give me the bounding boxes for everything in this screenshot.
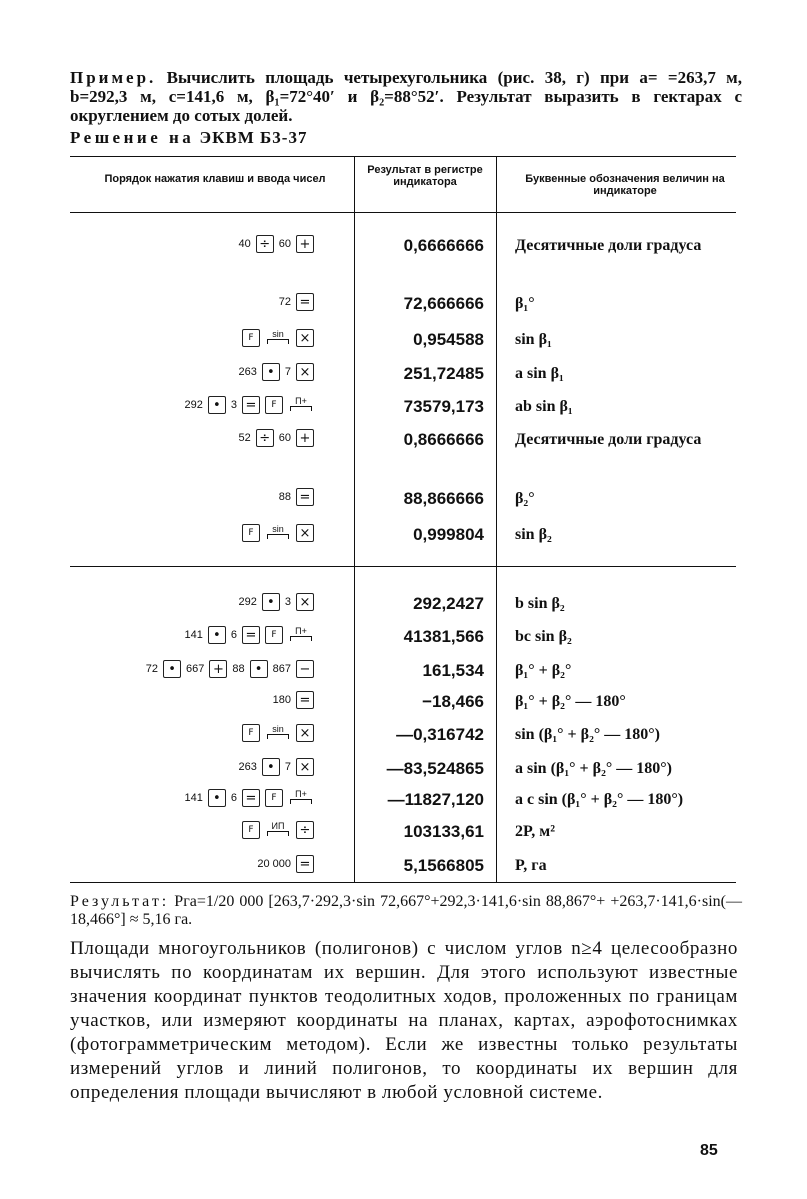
notation: bc sin β₂	[515, 628, 572, 645]
example-statement	[70, 68, 742, 125]
solution-device: ЭКВМ Б3-37	[199, 128, 308, 147]
key-sequence	[146, 657, 314, 681]
key-sequence	[242, 818, 314, 842]
plus-key-icon: +	[296, 235, 314, 253]
page-number: 85	[700, 1142, 718, 1159]
function-key-icon: F	[265, 396, 283, 414]
entered-number: 141	[184, 792, 203, 804]
key-sequence	[239, 232, 315, 256]
entered-number: 3	[230, 399, 237, 411]
header-notation: Буквенные обозначения величин на индикаторе	[525, 173, 725, 197]
notation: P, га	[515, 857, 547, 874]
entered-number: 40	[238, 238, 251, 250]
decimal-point-key-icon: •	[208, 396, 226, 414]
entered-number: 60	[278, 238, 291, 250]
notation: β₂°	[515, 490, 535, 507]
entered-number: 7	[284, 366, 291, 378]
entered-number: 20 000	[257, 858, 291, 870]
notation: β₁°	[515, 295, 535, 312]
equals-key-icon: =	[296, 691, 314, 709]
key-sequence	[185, 393, 314, 417]
register-result: 0,999804	[413, 525, 484, 544]
equals-key-icon: =	[242, 396, 260, 414]
register-result: 161,534	[422, 661, 484, 680]
register-result: 292,2427	[413, 594, 484, 613]
function-key-icon: F	[265, 789, 283, 807]
entered-number: 263	[238, 366, 257, 378]
memory-add-function-label: П+	[288, 396, 314, 414]
register-result: 103133,61	[403, 822, 484, 841]
multiply-key-icon: ×	[296, 724, 314, 742]
notation: Десятичные доли градуса	[515, 237, 702, 254]
decimal-point-key-icon: •	[208, 626, 226, 644]
function-key-icon: F	[265, 626, 283, 644]
key-sequence	[242, 326, 314, 350]
register-result: 0,8666666	[403, 430, 484, 449]
result-lead: Результат:	[70, 893, 170, 910]
sin-function-label: sin	[265, 724, 291, 742]
notation: sin (β₁° + β₂° — 180°)	[515, 726, 660, 743]
function-key-icon: F	[242, 524, 260, 542]
decimal-point-key-icon: •	[163, 660, 181, 678]
divide-key-icon: ÷	[296, 821, 314, 839]
decimal-point-key-icon: •	[262, 593, 280, 611]
minus-key-icon: −	[296, 660, 314, 678]
register-result: —11827,120	[387, 790, 484, 809]
register-result: 0,6666666	[403, 236, 484, 255]
equals-key-icon: =	[296, 293, 314, 311]
decimal-point-key-icon: •	[208, 789, 226, 807]
multiply-key-icon: ×	[296, 329, 314, 347]
plus-key-icon: +	[296, 429, 314, 447]
key-sequence	[185, 786, 314, 810]
decimal-point-key-icon: •	[262, 758, 280, 776]
register-result: 5,1566805	[403, 856, 484, 875]
memory-recall-function-label: ИП	[265, 821, 291, 839]
table-column-divider-2	[496, 156, 497, 882]
key-sequence	[185, 623, 314, 647]
notation: Десятичные доли градуса	[515, 431, 702, 448]
register-result: —0,316742	[396, 725, 484, 744]
example-text: Вычислить площадь четырехугольника (рис. 38, г) при a= =263,7 м, b=292,3 м, c=141,6 м, β₁=72°40′ и β₂=88°52′. Результат выразить в гектарах с округлением до сотых долей.	[70, 68, 742, 125]
decimal-point-key-icon: •	[262, 363, 280, 381]
table-column-divider-1	[354, 156, 355, 882]
equals-key-icon: =	[242, 626, 260, 644]
notation: 2P, м²	[515, 823, 555, 840]
equals-key-icon: =	[296, 855, 314, 873]
sin-function-label: sin	[265, 524, 291, 542]
decimal-point-key-icon: •	[250, 660, 268, 678]
example-lead: Пример.	[70, 68, 157, 87]
register-result: 72,666666	[403, 294, 484, 313]
plus-key-icon: +	[209, 660, 227, 678]
key-sequence	[239, 360, 314, 384]
notation: sin β₁	[515, 331, 552, 348]
header-result: Результат в регистре индикатора	[367, 164, 483, 188]
entered-number: 180	[272, 694, 291, 706]
table-top-rule	[70, 156, 736, 157]
entered-number: 263	[238, 761, 257, 773]
divide-key-icon: ÷	[256, 235, 274, 253]
key-sequence	[239, 590, 314, 614]
register-result: —83,524865	[386, 759, 484, 778]
register-result: −18,466	[422, 692, 484, 711]
entered-number: 6	[230, 629, 237, 641]
key-sequence	[239, 755, 314, 779]
entered-number: 72	[278, 296, 291, 308]
multiply-key-icon: ×	[296, 363, 314, 381]
notation: a sin (β₁° + β₂° — 180°)	[515, 760, 672, 777]
key-sequence	[257, 852, 314, 876]
key-sequence	[279, 290, 314, 314]
result-formula	[70, 893, 742, 929]
solution-heading	[70, 128, 307, 148]
entered-number: 667	[186, 663, 205, 675]
register-result: 88,866666	[403, 489, 484, 508]
multiply-key-icon: ×	[296, 758, 314, 776]
solution-lead: Решение на	[70, 128, 195, 147]
entered-number: 292	[184, 399, 203, 411]
notation: a sin β₁	[515, 365, 564, 382]
memory-add-function-label: П+	[288, 626, 314, 644]
key-sequence	[279, 485, 314, 509]
entered-number: 52	[238, 432, 251, 444]
entered-number: 141	[184, 629, 203, 641]
function-key-icon: F	[242, 821, 260, 839]
register-result: 41381,566	[403, 627, 484, 646]
notation: sin β₂	[515, 526, 552, 543]
key-sequence	[239, 426, 315, 450]
notation: b sin β₂	[515, 595, 565, 612]
notation: ab sin β₁	[515, 398, 573, 415]
entered-number: 88	[278, 491, 291, 503]
sin-function-label: sin	[265, 329, 291, 347]
table-header-rule	[70, 212, 736, 213]
result-text: Pга=1/20 000 [263,7·292,3·sin 72,667°+292,3·141,6·sin 88,867°+ +263,7·141,6·sin(—18,466°] ≈ 5,16 га.	[70, 893, 743, 928]
function-key-icon: F	[242, 724, 260, 742]
divide-key-icon: ÷	[256, 429, 274, 447]
register-result: 73579,173	[403, 397, 484, 416]
entered-number: 6	[230, 792, 237, 804]
entered-number: 88	[232, 663, 245, 675]
key-sequence	[242, 721, 314, 745]
memory-add-function-label: П+	[288, 789, 314, 807]
entered-number: 60	[278, 432, 291, 444]
key-sequence	[242, 521, 314, 545]
equals-key-icon: =	[242, 789, 260, 807]
equals-key-icon: =	[296, 488, 314, 506]
entered-number: 292	[238, 596, 257, 608]
notation: β₁° + β₂° — 180°	[515, 693, 626, 710]
entered-number: 867	[272, 663, 291, 675]
body-paragraph: Площади многоугольников (полигонов) с числом углов n≥4 целесообразно вычислять по координатам их вершин. Для этого используют известные значения координат пунктов теодолитных ходов, проложенных по границам участков, или измеряют координаты на планах, картах, аэрофотоснимках (фотограмметрическим методом). Если же известны только результаты измерений углов и линий полигонов, то координаты их вершин для определения площади вычисляют в любой условной системе.	[70, 938, 738, 1103]
function-key-icon: F	[242, 329, 260, 347]
notation: β₁° + β₂°	[515, 662, 572, 679]
header-keys: Порядок нажатия клавиш и ввода чисел	[104, 173, 326, 185]
table-bottom-rule	[70, 882, 736, 883]
entered-number: 72	[145, 663, 159, 675]
entered-number: 7	[284, 761, 291, 773]
register-result: 251,72485	[403, 364, 484, 383]
table-section-rule	[70, 566, 736, 567]
register-result: 0,954588	[413, 330, 484, 349]
multiply-key-icon: ×	[296, 593, 314, 611]
multiply-key-icon: ×	[296, 524, 314, 542]
key-sequence	[273, 688, 314, 712]
entered-number: 3	[284, 596, 291, 608]
notation: a c sin (β₁° + β₂° — 180°)	[515, 791, 684, 808]
